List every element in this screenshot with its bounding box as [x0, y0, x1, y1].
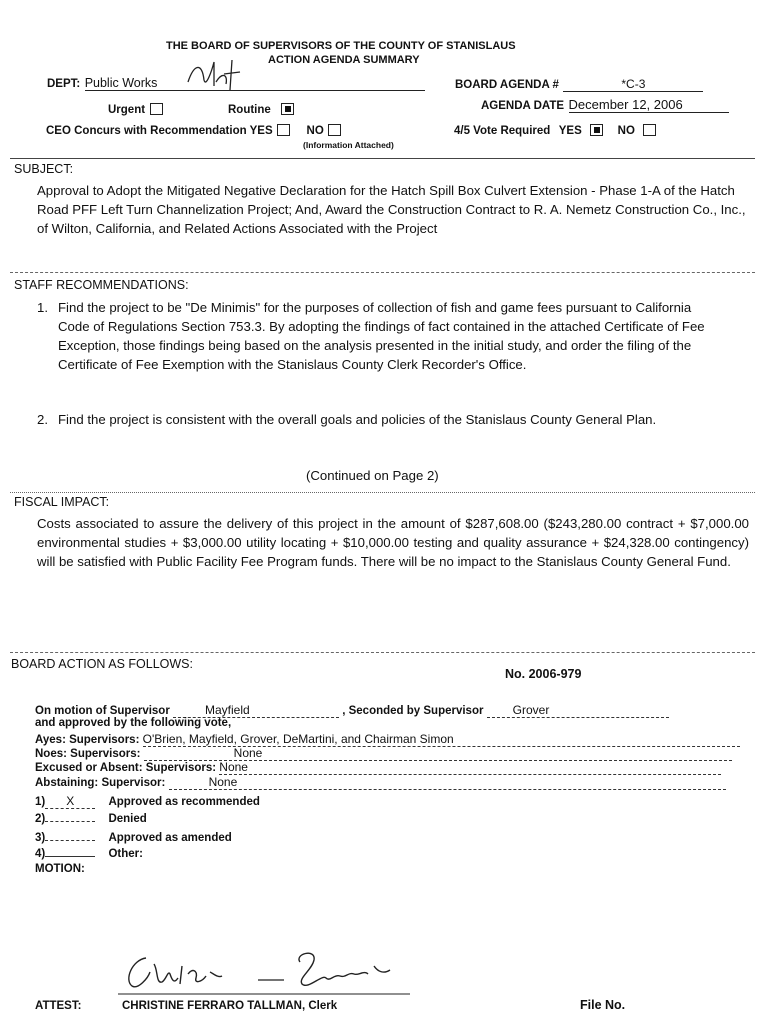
agenda-date-value: December 12, 2006	[569, 97, 729, 113]
staff-item-1-text: Find the project to be "De Minimis" for the purposes of collection of fish and game fees pursuant to California Code of Regulations Section 753.3. By adopting the findings of fact contained in the attached Certificate of Fee Exception, those findings being based on the analysis presented in the initial study, and order the filing of the Certificate of Fee Exemption with the Stanislaus County Clerk Recorder's Office.	[58, 300, 705, 372]
motion-word: MOTION:	[35, 863, 85, 875]
ceo-label: CEO Concurs with Recommendation YES	[46, 125, 273, 137]
ceo-no-checkbox[interactable]	[328, 124, 341, 136]
agenda-date-row	[481, 96, 729, 114]
routine-label: Routine	[228, 104, 271, 116]
option-denied	[35, 813, 147, 825]
dept-value: Public Works	[85, 76, 425, 91]
option-other	[35, 848, 143, 860]
subject-text: Approval to Adopt the Mitigated Negative Declaration for the Hatch Spill Box Culvert Extension - Phase 1-A of the Hatch Road PFF Left Turn Channelization Project; And, Award the Construction Contract to R. A. Nemetz Construction Co., Inc., of Wilton, California, and Related Actions Associated with the Project	[37, 183, 746, 236]
option-approved-recommended	[35, 794, 260, 809]
option-number: 3)	[35, 832, 46, 844]
option-mark	[45, 840, 95, 841]
option-number: 4)	[35, 848, 46, 860]
staff-item-1-number: 1.	[37, 300, 48, 315]
board-agenda-value: *C-3	[563, 77, 703, 92]
four-fifths-yes-label: YES	[558, 125, 582, 137]
document-title: THE BOARD OF SUPERVISORS OF THE COUNTY OF STANISLAUS	[166, 40, 516, 52]
continued-note: (Continued on Page 2)	[306, 468, 439, 483]
file-number-label: File No.	[580, 998, 626, 1012]
clerk-name: CHRISTINE FERRARO TALLMAN, Clerk	[122, 1000, 338, 1012]
urgent-label: Urgent	[108, 104, 146, 116]
motion-row	[35, 703, 669, 718]
document-subtitle: ACTION AGENDA SUMMARY	[268, 54, 420, 66]
board-agenda-label: BOARD AGENDA #	[455, 79, 559, 91]
four-fifths-row	[454, 121, 656, 139]
option-mark	[45, 856, 95, 857]
seconded-label: , Seconded by Supervisor	[342, 705, 484, 717]
subject-label: SUBJECT:	[14, 162, 74, 176]
clerk-signature	[118, 944, 410, 996]
approved-vote-line: and approved by the following vote,	[35, 717, 232, 729]
urgent-row	[108, 100, 163, 118]
abstaining-row	[35, 775, 726, 790]
dept-label: DEPT:	[47, 78, 81, 90]
noes-label: Noes: Supervisors:	[35, 748, 141, 760]
ayes-value: O'Brien, Mayfield, Grover, DeMartini, and Chairman Simon	[143, 732, 740, 747]
dept-row	[47, 74, 425, 92]
abstaining-value: None	[169, 775, 726, 790]
motion-value: Mayfield	[173, 703, 339, 718]
option-text: Approved as amended	[108, 832, 232, 844]
excused-value: None	[219, 760, 721, 775]
motion-label: On motion of Supervisor	[35, 705, 170, 717]
resolution-number: No. 2006-979	[505, 667, 582, 681]
four-fifths-no-checkbox[interactable]	[643, 124, 656, 136]
option-number: 2)	[35, 813, 46, 825]
attest-label: ATTEST:	[35, 1000, 82, 1012]
routine-row	[228, 100, 294, 118]
ceo-no-label: NO	[306, 125, 324, 137]
four-fifths-no-label: NO	[617, 125, 635, 137]
ceo-row	[46, 121, 341, 139]
ayes-row	[35, 732, 740, 747]
board-action-label: BOARD ACTION AS FOLLOWS:	[11, 657, 193, 671]
noes-value: None	[144, 746, 732, 761]
info-attached-note: (Information Attached)	[303, 140, 394, 150]
option-text: Other:	[108, 848, 143, 860]
divider	[10, 652, 755, 653]
ayes-label: Ayes: Supervisors:	[35, 734, 140, 746]
divider	[10, 492, 755, 493]
abstaining-label: Abstaining: Supervisor:	[35, 777, 166, 789]
divider	[10, 158, 755, 159]
seconded-value: Grover	[487, 703, 669, 718]
ceo-yes-checkbox[interactable]	[277, 124, 290, 136]
four-fifths-yes-checkbox[interactable]	[590, 124, 603, 136]
option-number: 1)	[35, 796, 46, 808]
fiscal-impact-text: Costs associated to assure the delivery of this project in the amount of $287,608.00 ($243,280.00 contract + $7,000.00 environmental studies + $3,000.00 utility locating + $10,000.00 testing and quality assurance + $24,328.00 contingency) will be satisfied with Public Facility Fee Program funds. There will be no impact to the Stanislaus County General Fund.	[37, 516, 749, 569]
routine-checkbox[interactable]	[281, 103, 294, 115]
staff-recommendations-label: STAFF RECOMMENDATIONS:	[14, 278, 189, 292]
divider	[10, 272, 755, 273]
noes-row	[35, 746, 732, 761]
option-text: Approved as recommended	[108, 796, 260, 808]
option-approved-amended	[35, 832, 232, 844]
option-text: Denied	[108, 813, 147, 825]
excused-label: Excused or Absent: Supervisors:	[35, 762, 217, 774]
fiscal-impact-label: FISCAL IMPACT:	[14, 495, 110, 509]
agenda-date-label: AGENDA DATE	[481, 100, 565, 112]
staff-item-2-text: Find the project is consistent with the overall goals and policies of the Stanislaus County General Plan.	[58, 412, 657, 427]
staff-item-2-number: 2.	[37, 412, 48, 427]
board-agenda-row	[455, 75, 703, 93]
urgent-checkbox[interactable]	[150, 103, 163, 115]
option-mark	[45, 821, 95, 822]
excused-row	[35, 760, 721, 775]
option-mark: X	[45, 794, 95, 809]
four-fifths-label: 4/5 Vote Required	[454, 125, 551, 137]
